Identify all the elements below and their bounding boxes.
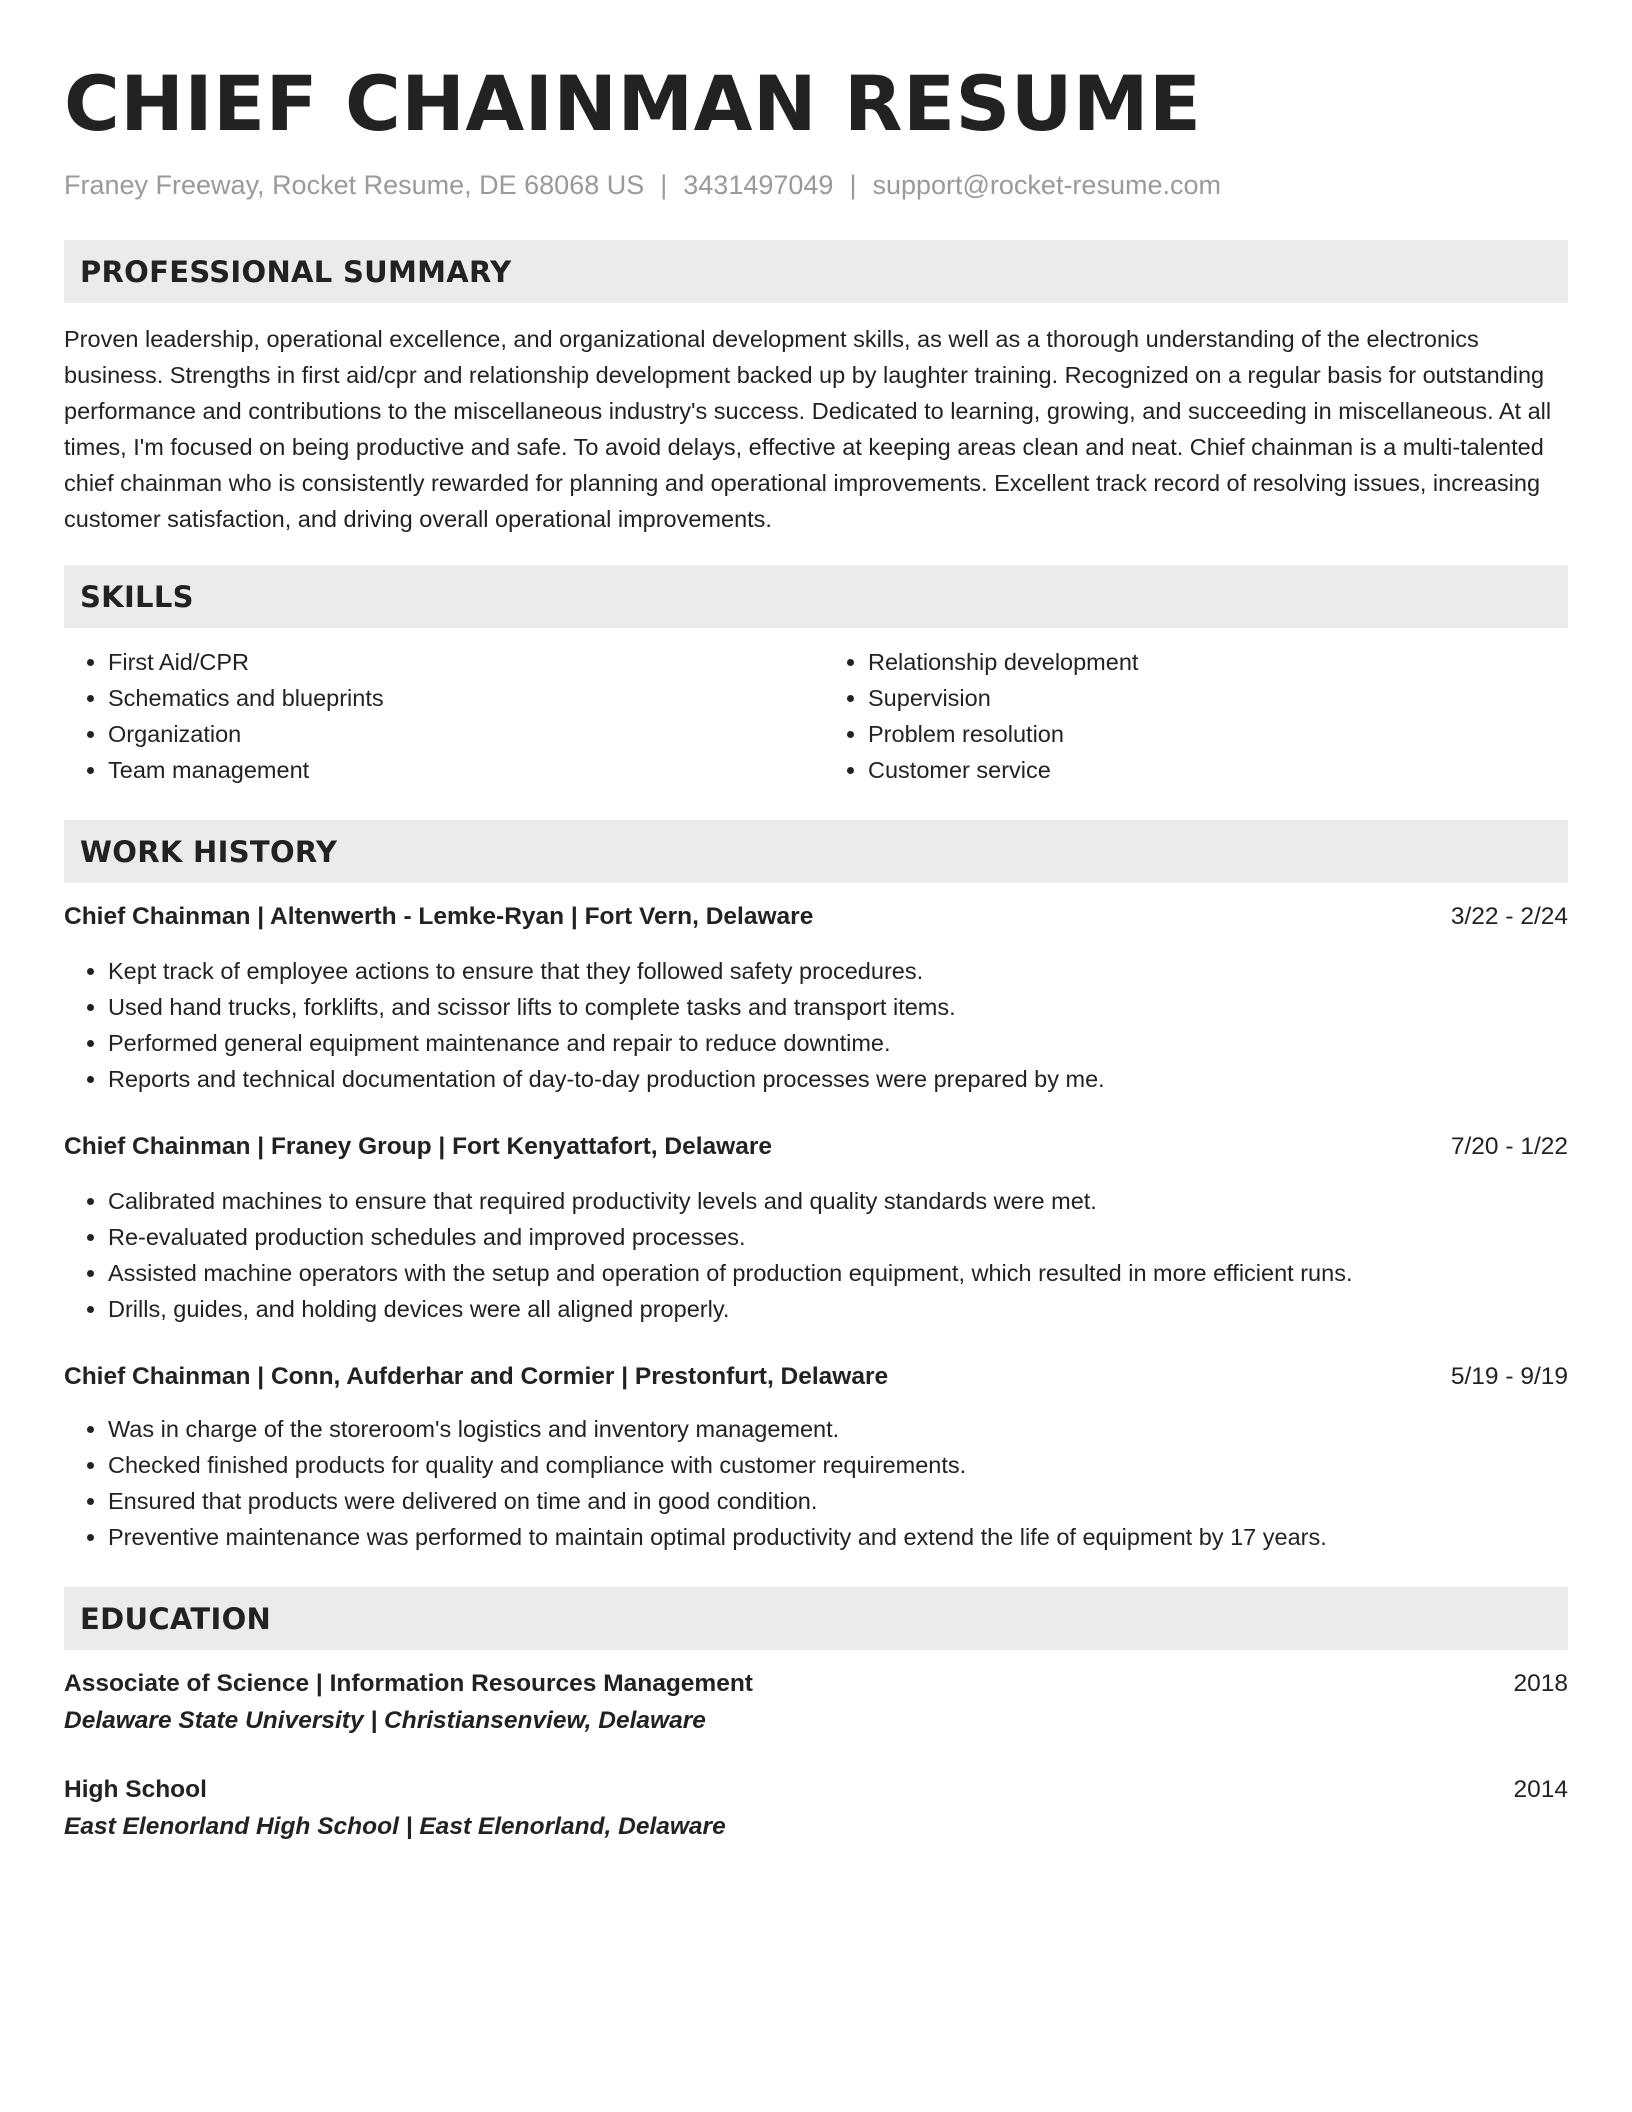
job-duty: • Reports and technical documentation of day-to-day production processes were prepared by me. [108, 1061, 1568, 1097]
job-dates: 3/22 - 2/24 [1450, 903, 1568, 930]
job-dates: 5/19 - 9/19 [1450, 1363, 1568, 1390]
job-title: Chief Chainman | Altenwerth - Lemke-Ryan | Fort Vern, Delaware [64, 903, 814, 930]
skill-item: • Problem resolution [868, 716, 1568, 752]
job-entry [64, 1359, 1568, 1555]
contact-line [64, 168, 1568, 202]
skill-item: • Team management [108, 752, 808, 788]
contact-address: Franey Freeway, Rocket Resume, DE 68068 US [64, 170, 645, 200]
education-entry [64, 1772, 1568, 1846]
job-duties [64, 953, 1568, 1097]
contact-separator: | [660, 170, 668, 200]
job-duties [64, 1183, 1568, 1327]
job-entry [64, 899, 1568, 1097]
education-year: 2018 [1513, 1670, 1568, 1697]
job-duty: • Assisted machine operators with the setup and operation of production equipment, which resulted in more efficient runs. [108, 1255, 1568, 1291]
job-duty: • Checked finished products for quality and compliance with customer requirements. [108, 1447, 1568, 1483]
education-degree: High School [64, 1776, 207, 1803]
skills-column-right [824, 644, 1568, 788]
job-dates: 7/20 - 1/22 [1450, 1133, 1568, 1160]
job-duty: • Kept track of employee actions to ensure that they followed safety procedures. [108, 953, 1568, 989]
job-entry [64, 1129, 1568, 1327]
contact-phone: 3431497049 [683, 170, 834, 200]
skill-item: • Schematics and blueprints [108, 680, 808, 716]
contact-email: support@rocket-resume.com [872, 170, 1221, 200]
job-title: Chief Chainman | Franey Group | Fort Kenyattafort, Delaware [64, 1133, 772, 1160]
job-duty: • Re-evaluated production schedules and improved processes. [108, 1219, 1568, 1255]
skill-item: • First Aid/CPR [108, 644, 808, 680]
education-school: East Elenorland High School | East Elenorland, Delaware [64, 1813, 726, 1840]
education-heading: EDUCATION [64, 1587, 1568, 1650]
summary-heading: PROFESSIONAL SUMMARY [64, 240, 1568, 303]
job-duty: • Drills, guides, and holding devices were all aligned properly. [108, 1291, 1568, 1327]
skill-item: • Customer service [868, 752, 1568, 788]
job-duty: • Performed general equipment maintenance and repair to reduce downtime. [108, 1025, 1568, 1061]
education-entry [64, 1666, 1568, 1740]
skill-item: • Supervision [868, 680, 1568, 716]
job-header [64, 1129, 1568, 1165]
education-header [64, 1772, 1568, 1808]
education-header [64, 1666, 1568, 1702]
skill-item: • Organization [108, 716, 808, 752]
job-duty: • Ensured that products were delivered on time and in good condition. [108, 1483, 1568, 1519]
contact-separator: | [849, 170, 857, 200]
job-duties [64, 1411, 1568, 1555]
job-header [64, 899, 1568, 935]
work-history-heading: WORK HISTORY [64, 820, 1568, 883]
skills-column-left [64, 644, 808, 788]
job-duty: • Was in charge of the storeroom's logistics and inventory management. [108, 1411, 1568, 1447]
skill-item: • Relationship development [868, 644, 1568, 680]
resume-title: CHIEF CHAINMAN RESUME [64, 59, 1202, 148]
job-duty: • Used hand trucks, forklifts, and scissor lifts to complete tasks and transport items. [108, 989, 1568, 1025]
skills-list [64, 644, 1568, 788]
job-duty: • Calibrated machines to ensure that required productivity levels and quality standards were met. [108, 1183, 1568, 1219]
education-degree: Associate of Science | Information Resources Management [64, 1670, 753, 1697]
education-year: 2014 [1513, 1776, 1568, 1803]
summary-text: Proven leadership, operational excellence, and organizational development skills, as well as a thorough understanding of the electronics business. Strengths in first aid/cpr and relationship development backed up by laughter training. Recognized on a regular basis for outstanding performance and contributions to the miscellaneous industry's success. Dedicated to learning, growing, and succeeding in miscellaneous. At all times, I'm focused on being productive and safe. To avoid delays, effective at keeping areas clean and neat. Chief chainman is a multi-talented chief chainman who is consistently rewarded for planning and operational improvements. Excellent track record of resolving issues, increasing customer satisfaction, and driving overall operational improvements. [64, 326, 1552, 532]
skills-heading: SKILLS [64, 565, 1568, 628]
job-title: Chief Chainman | Conn, Aufderhar and Cormier | Prestonfurt, Delaware [64, 1363, 889, 1390]
job-duty: • Preventive maintenance was performed to maintain optimal productivity and extend the life of equipment by 17 years. [108, 1519, 1568, 1555]
education-school: Delaware State University | Christiansenview, Delaware [64, 1707, 706, 1734]
job-header [64, 1359, 1568, 1395]
